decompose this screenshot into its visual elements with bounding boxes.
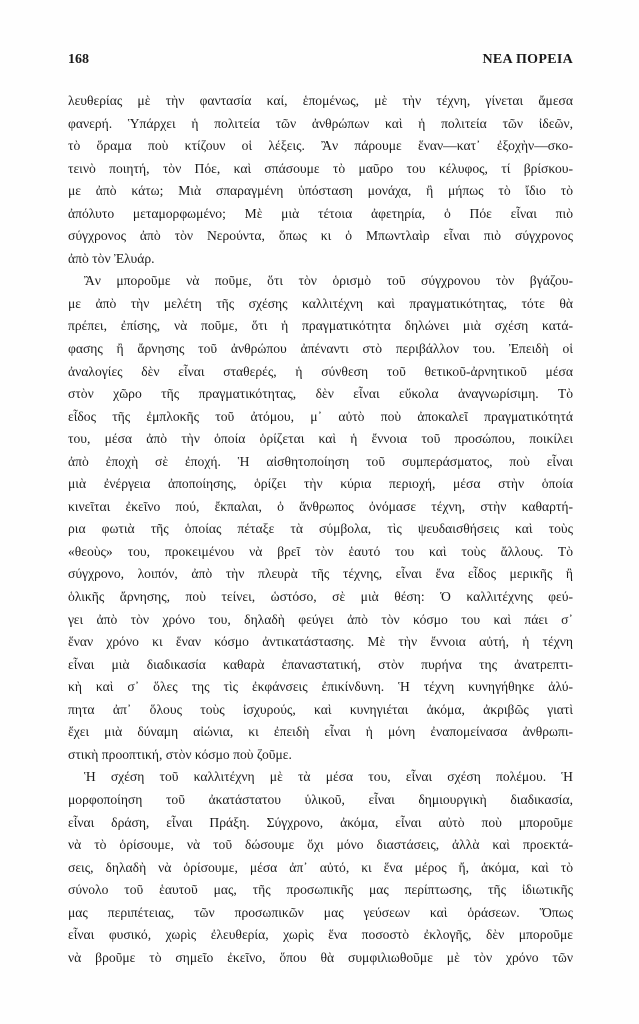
text-line: Ἂν μποροῦμε νὰ ποῦμε, ὅτι τὸν ὁρισμὸ τοῦ σύγχρονου τὸν βγάζου- (84, 273, 573, 289)
text-line: ρια φωτιὰ τῆς ὁποίας πέταξε τὰ σύμβολα, τὶς ψευδαισθήσεις καὶ τοὺς (68, 521, 573, 537)
running-head (68, 52, 573, 70)
text-line: σύγχρονος ἀπὸ τὸν Νερούντα, ὅπως κι ὁ Μπωντλαὶρ εἶναι πιὸ σύγχρονος (68, 228, 573, 244)
text-line: πητα ἀπ᾽ ὅλους τοὺς ἰσχυρούς, καὶ κυνηγιέται ἀκόμα, ἀκριβῶς γιατὶ (68, 701, 573, 717)
text-line: ἀπὸ ἐποχὴ σὲ ἐποχή. Ἡ αἰσθητοποίηση τοῦ συμπεράσματος, ποὺ εἶναι (68, 453, 573, 469)
paragraph (68, 90, 573, 270)
text-line: ἕναν χρόνο κι ἕναν κόσμο ἀντικατάστασης. Μὲ τὴν ἔννοια αὐτή, ἡ τέχνη (68, 634, 573, 650)
page-number: 168 (68, 52, 89, 67)
text-line: ἀπὸ τὸν Ἐλυάρ. (68, 250, 155, 266)
text-line: του, μέσα ἀπὸ τὴν ὁποία ὁρίζεται καὶ ἡ ἔννοια τοῦ προσώπου, ποικίλει (68, 431, 573, 447)
body-text (68, 90, 573, 969)
text-line: κὴ καὶ σ᾽ ὅλες της τὶς ἐκφάνσεις ἐπικίνδυνη. Ἡ τέχνη κυνηγήθηκε ἀλύ- (68, 679, 573, 695)
text-line: ἀπόλυτο μεταμορφωμένο; Μὲ μιὰ τέτοια ἀφετηρία, ὁ Πόε εἶναι πιὸ (68, 205, 573, 221)
text-line: σύνολο τοῦ ἑαυτοῦ μας, τῆς προσωπικῆς μας περίπτωσης, τῆς ἰδιωτικῆς (68, 882, 573, 898)
text-line: φασης ἢ ἄρνησης τοῦ ἀνθρώπου ἀπέναντι στὸ περιβάλλον του. Ἐπειδὴ οἱ (68, 341, 573, 357)
text-line: εἶναι μιὰ διαδικασία καθαρὰ ἐπαναστατική, στὸν πυρήνα της ἀνατρεπτι- (68, 656, 573, 672)
paragraph (68, 270, 573, 766)
text-line: τεινὸ ποιητή, τὸν Πόε, καὶ σπάσουμε τὸ μαῦρο του κέλυφος, τί βρίσκου- (68, 160, 573, 176)
text-line: τὸ ὅραμα ποὺ κτίζουν οἱ λέξεις. Ἂν πάρουμε ἕναν—κατ᾽ ἐξοχὴν—σκο- (68, 138, 573, 154)
text-line: σεις, δηλαδὴ νὰ ὁρίσουμε, μέσα ἀπ᾽ αὐτό, κι ἕνα μέρος ἤ, ἀκόμα, καὶ τὸ (68, 859, 573, 875)
text-line: πρέπει, ἐπίσης, νὰ ποῦμε, ὅτι ἡ πραγματικότητα δηλώνει μιὰ σχέση κατά- (68, 318, 573, 334)
paragraph (68, 766, 573, 969)
text-line: στὸν χῶρο τῆς πραγματικότητας, δὲν εἶναι εὔκολα ἀναγνωρίσιμη. Τὸ (68, 386, 573, 402)
text-line: ὁλικῆς ἄρνησης, ποὺ τείνει, ὡστόσο, σὲ μιὰ θέση: Ὁ καλλιτέχνης φεύ- (68, 589, 573, 605)
text-line: εἶναι δράση, εἶναι Πράξη. Σύγχρονο, ἀκόμα, εἶναι αὐτὸ ποὺ μποροῦμε (68, 814, 573, 830)
text-line: μας περιπέτειας, τῶν προσωπικῶν μας γεύσεων καὶ ὁράσεων. Ὅπως (68, 904, 573, 920)
text-line: εἶδος τῆς ἐμπλοκῆς τοῦ ἀτόμου, μ᾽ αὐτὸ ποὺ ἀποκαλεῖ πραγματικότητά (68, 408, 573, 424)
text-line: μιὰ ἐνέργεια ἀποποίησης, ὁρίζει τὴν κύρια περιοχή, μέσα στὴν ὁποία (68, 476, 573, 492)
text-line: νὰ τὸ ὁρίσουμε, νὰ τοῦ δώσουμε ὄχι μόνο διαστάσεις, ἀλλὰ καὶ προεκτά- (68, 837, 573, 853)
text-line: με ἀπὸ κάτω; Μιὰ σπαραγμένη ὑπόσταση μονάχα, ἢ μήπως τὸ ἴδιο τὸ (68, 183, 573, 199)
text-line: κινεῖται ἐκεῖνο πού, ἔκπαλαι, ὁ ἄνθρωπος ὀνόμασε τέχνη, στὴν καθαρτή- (68, 498, 573, 514)
text-line: γει ἀπὸ τὸν χρόνο του, δηλαδὴ φεύγει ἀπὸ τὸν κόσμο του καὶ πάει σ᾽ (68, 611, 573, 627)
text-line: εἶναι φυσικό, χωρὶς ἐλευθερία, χωρὶς ἕνα ποσοστὸ ἐκλογῆς, δὲν μποροῦμε (68, 927, 573, 943)
text-line: σύγχρονο, λοιπόν, ἀπὸ τὴν πλευρὰ τῆς τέχνης, εἶναι ἕνα εἶδος μερικῆς ἢ (68, 566, 573, 582)
text-line: λευθερίας μὲ τὴν φαντασία καί, ἑπομένως, μὲ τὴν τέχνη, γίνεται ἄμεσα (68, 93, 573, 108)
text-line: με ἀπὸ τὴν μελέτη τῆς σχέσης καλλιτέχνη καὶ πραγματικότητας, τότε θὰ (68, 295, 573, 311)
text-line: φανερή. Ὑπάρχει ἡ πολιτεία τῶν ἀνθρώπων καὶ ἡ πολιτεία τῶν ἰδεῶν, (68, 115, 573, 131)
journal-title: ΝΕΑ ΠΟΡΕΙΑ (482, 52, 573, 67)
text-line: ἔχει μιὰ δύναμη αἰώνια, κι ἐπειδὴ εἶναι ἡ μόνη ἐναπομείνασα ἀνθρωπι- (68, 724, 573, 740)
text-line: Ἡ σχέση τοῦ καλλιτέχνη μὲ τὰ μέσα του, εἶναι σχέση πολέμου. Ἡ (84, 769, 573, 785)
text-line: νὰ βροῦμε τὸ σημεῖο ἐκεῖνο, ὅπου θὰ συμφιλιωθοῦμε μὲ τὸν χρόνο τῶν (68, 949, 573, 965)
text-line: ἀναλογίες δὲν εἶναι σταθερές, ἡ σύνθεση τοῦ θετικοῦ-ἀρνητικοῦ μέσα (68, 363, 573, 379)
text-line: στικὴ προοπτική, στὸν κόσμο ποὺ ζοῦμε. (68, 746, 292, 762)
text-line: «θεοὺς» του, προκειμένου νὰ βρεῖ τὸν ἑαυτό του καὶ τοὺς ἄλλους. Τὸ (68, 543, 573, 559)
text-line: μορφοποίηση τοῦ ἀκατάστατου ὑλικοῦ, εἶναι δημιουργικὴ διαδικασία, (68, 791, 573, 807)
